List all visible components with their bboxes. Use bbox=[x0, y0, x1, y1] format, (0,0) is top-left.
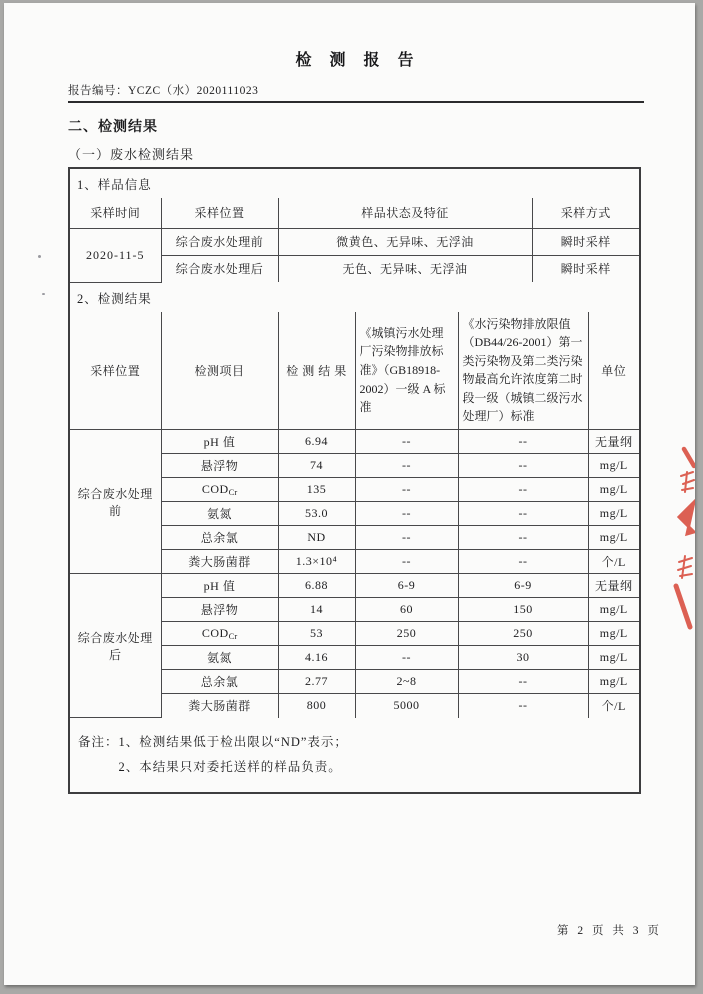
db-cell: 250 bbox=[458, 622, 588, 646]
result-cell: 1.3×10⁴ bbox=[278, 550, 355, 574]
results-table-box bbox=[68, 167, 641, 794]
unit-cell: 个/L bbox=[588, 694, 639, 718]
report-number: YCZC（水）2020111023 bbox=[128, 85, 259, 97]
gb-cell: 5000 bbox=[355, 694, 458, 718]
unit-cell: mg/L bbox=[588, 646, 639, 670]
item-cell: 悬浮物 bbox=[161, 598, 278, 622]
state-cell: 微黄色、无异味、无浮油 bbox=[278, 228, 532, 255]
gb-cell: -- bbox=[355, 526, 458, 550]
item-cell: 悬浮物 bbox=[161, 454, 278, 478]
result-cell: ND bbox=[278, 526, 355, 550]
results-table bbox=[70, 312, 639, 719]
header-result: 检 测 结 果 bbox=[278, 312, 355, 430]
header-item: 检测项目 bbox=[161, 312, 278, 430]
db-cell: -- bbox=[458, 670, 588, 694]
result-cell: 4.16 bbox=[278, 646, 355, 670]
item-cell: 氨氮 bbox=[161, 502, 278, 526]
table-row bbox=[70, 574, 639, 598]
gb-cell: -- bbox=[355, 646, 458, 670]
unit-cell: mg/L bbox=[588, 478, 639, 502]
unit-cell: mg/L bbox=[588, 598, 639, 622]
db-cell: -- bbox=[458, 550, 588, 574]
result-cell: 135 bbox=[278, 478, 355, 502]
unit-cell: mg/L bbox=[588, 622, 639, 646]
scan-speck bbox=[42, 293, 45, 295]
table-header-row bbox=[70, 198, 639, 228]
gb-cell: -- bbox=[355, 454, 458, 478]
db-cell: -- bbox=[458, 502, 588, 526]
db-cell: 30 bbox=[458, 646, 588, 670]
item-cell: pH 值 bbox=[161, 574, 278, 598]
subsection-heading: （一）废水检测结果 bbox=[68, 147, 195, 162]
item-cell: 氨氮 bbox=[161, 646, 278, 670]
header-standard-db: 《水污染物排放限值（DB44/26-2001）第一类污染物及第二类污染物最高允许浓度第二时段一级（城镇二级污水处理厂）标准 bbox=[458, 312, 588, 430]
gb-cell: 6-9 bbox=[355, 574, 458, 598]
remark-section bbox=[70, 718, 639, 792]
gb-cell: -- bbox=[355, 550, 458, 574]
result-cell: 6.88 bbox=[278, 574, 355, 598]
header-sample-location: 采样位置 bbox=[161, 198, 278, 228]
result-cell: 74 bbox=[278, 454, 355, 478]
result-cell: 2.77 bbox=[278, 670, 355, 694]
sample-date-cell: 2020-11-5 bbox=[70, 228, 161, 282]
result-cell: 53.0 bbox=[278, 502, 355, 526]
item-cell: $COD_{Cr}$ bbox=[161, 622, 278, 646]
header-sample-method: 采样方式 bbox=[532, 198, 639, 228]
header-location: 采样位置 bbox=[70, 312, 161, 430]
gb-cell: 250 bbox=[355, 622, 458, 646]
header-sample-time: 采样时间 bbox=[70, 198, 161, 228]
result-cell: 800 bbox=[278, 694, 355, 718]
db-cell: -- bbox=[458, 694, 588, 718]
document-page bbox=[4, 3, 695, 985]
gb-cell: -- bbox=[355, 478, 458, 502]
location-cell: 综合废水处理后 bbox=[161, 255, 278, 282]
unit-cell: mg/L bbox=[588, 670, 639, 694]
result-cell: 6.94 bbox=[278, 430, 355, 454]
unit-cell: mg/L bbox=[588, 526, 639, 550]
db-cell: -- bbox=[458, 526, 588, 550]
state-cell: 无色、无异味、无浮油 bbox=[278, 255, 532, 282]
results-label: 2、检测结果 bbox=[77, 291, 152, 306]
group-location-cell: 综合废水处理后 bbox=[70, 574, 161, 718]
unit-cell: 个/L bbox=[588, 550, 639, 574]
db-cell: -- bbox=[458, 454, 588, 478]
page-number: 第 2 页 共 3 页 bbox=[557, 925, 662, 937]
header-unit: 单位 bbox=[588, 312, 639, 430]
table-row bbox=[70, 228, 639, 255]
remark-label: 备注： bbox=[78, 735, 119, 750]
gb-cell: 2~8 bbox=[355, 670, 458, 694]
red-stamp-fragment bbox=[667, 444, 695, 636]
group-location-cell: 综合废水处理前 bbox=[70, 430, 161, 574]
remark-line: 2、本结果只对委托送样的样品负责。 bbox=[118, 760, 342, 775]
section-heading: 二、检测结果 bbox=[68, 120, 158, 135]
gb-cell: 60 bbox=[355, 598, 458, 622]
table-header-row bbox=[70, 312, 639, 430]
unit-cell: mg/L bbox=[588, 454, 639, 478]
result-cell: 53 bbox=[278, 622, 355, 646]
scan-speck bbox=[38, 255, 41, 258]
method-cell: 瞬时采样 bbox=[532, 255, 639, 282]
header-standard-gb: 《城镇污水处理厂污染物排放标准》（GB18918-2002）一级 A 标准 bbox=[355, 312, 458, 430]
location-cell: 综合废水处理前 bbox=[161, 228, 278, 255]
sample-info-table bbox=[70, 198, 639, 283]
item-cell: pH 值 bbox=[161, 430, 278, 454]
gb-cell: -- bbox=[355, 430, 458, 454]
result-cell: 14 bbox=[278, 598, 355, 622]
report-number-label: 报告编号： bbox=[68, 85, 128, 97]
item-cell: 总余氯 bbox=[161, 526, 278, 550]
gb-cell: -- bbox=[355, 502, 458, 526]
remark-line: 1、检测结果低于检出限以“ND”表示； bbox=[118, 735, 348, 750]
page-title: 检 测 报 告 bbox=[295, 52, 421, 69]
db-cell: -- bbox=[458, 430, 588, 454]
item-cell: 粪大肠菌群 bbox=[161, 694, 278, 718]
unit-cell: 无量纲 bbox=[588, 430, 639, 454]
sample-info-label: 1、样品信息 bbox=[77, 178, 152, 192]
method-cell: 瞬时采样 bbox=[532, 228, 639, 255]
db-cell: -- bbox=[458, 478, 588, 502]
unit-cell: mg/L bbox=[588, 502, 639, 526]
unit-cell: 无量纲 bbox=[588, 574, 639, 598]
header-sample-state: 样品状态及特征 bbox=[278, 198, 532, 228]
item-cell: 总余氯 bbox=[161, 670, 278, 694]
db-cell: 150 bbox=[458, 598, 588, 622]
item-cell: 粪大肠菌群 bbox=[161, 550, 278, 574]
table-row bbox=[70, 430, 639, 454]
report-number-line bbox=[68, 82, 644, 103]
db-cell: 6-9 bbox=[458, 574, 588, 598]
item-cell: $COD_{Cr}$ bbox=[161, 478, 278, 502]
